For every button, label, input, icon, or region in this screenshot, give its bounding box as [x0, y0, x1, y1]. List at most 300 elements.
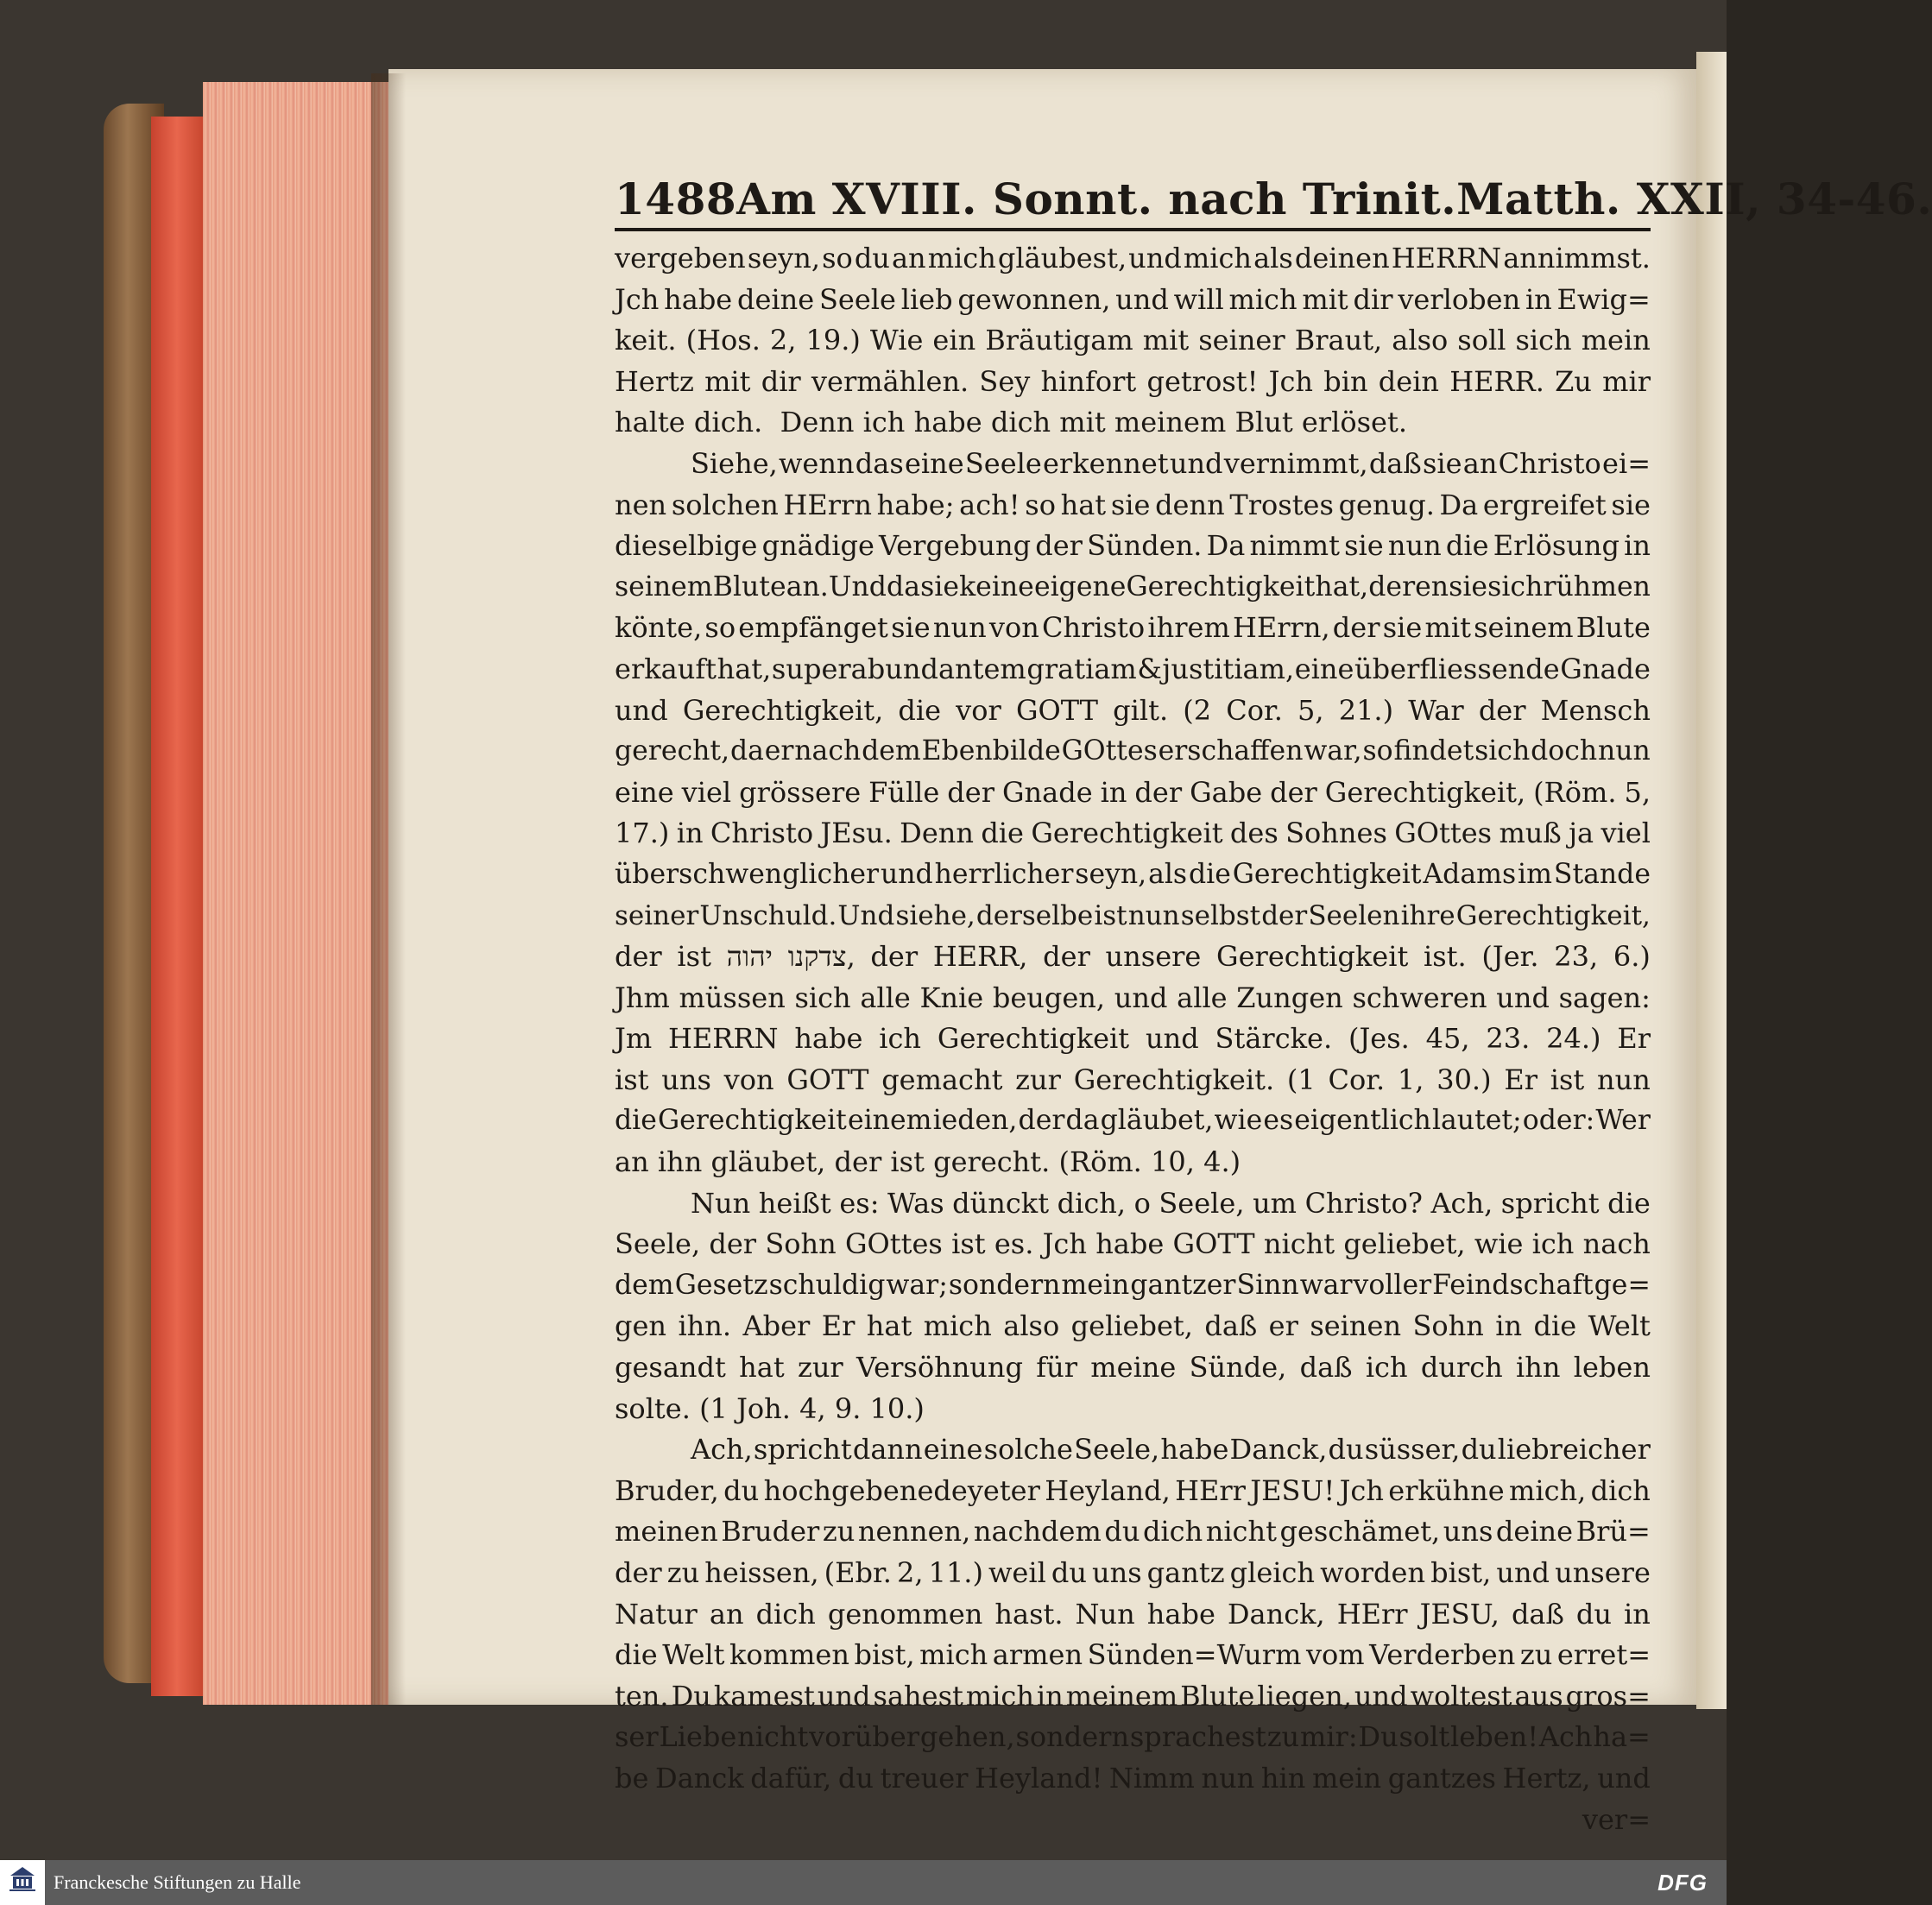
word: und: [1169, 446, 1223, 480]
footer-left: [0, 1860, 301, 1905]
word: deinen: [1294, 242, 1390, 274]
word: ist: [951, 1227, 986, 1261]
word: an: [891, 242, 926, 274]
word: habe: [1160, 1433, 1229, 1467]
word: solchen: [671, 488, 779, 521]
word: und: [880, 858, 933, 890]
word: wie: [1214, 1105, 1263, 1137]
text-line: [615, 773, 1651, 814]
word: solche: [983, 1433, 1073, 1467]
word: bist,: [854, 1638, 915, 1672]
word: unsere: [1555, 1556, 1651, 1589]
header-rule: [615, 228, 1651, 231]
word: War: [1408, 693, 1464, 727]
word: an: [1462, 446, 1498, 480]
word: hin: [1260, 1761, 1306, 1795]
word: Nimm: [1108, 1761, 1195, 1795]
word: seinem: [615, 571, 713, 602]
word: bist,: [1430, 1556, 1492, 1589]
word: nun: [1201, 1761, 1255, 1795]
word: ist: [677, 940, 711, 974]
word: (Jes.: [1348, 1022, 1410, 1056]
word: nun: [932, 611, 987, 645]
word: der: [870, 940, 919, 974]
word: du: [1104, 1515, 1140, 1549]
word: gemacht: [881, 1063, 1003, 1096]
word: und: [817, 1679, 871, 1713]
word: Ach,: [1430, 1186, 1493, 1220]
word: zur: [1015, 1063, 1061, 1096]
word: dir: [1353, 282, 1393, 316]
word: grössere: [739, 775, 862, 809]
word: gehen,: [919, 1720, 1015, 1754]
word: sie: [920, 571, 959, 602]
word: sagen:: [1558, 981, 1651, 1014]
word: Gesetz: [674, 1269, 768, 1301]
word: sich: [1515, 324, 1572, 357]
word: habe: [794, 1022, 863, 1056]
word: doch: [1531, 735, 1598, 767]
word: ha=: [1593, 1720, 1651, 1754]
word: dir: [761, 364, 801, 398]
word: nun: [1127, 899, 1180, 931]
word: der: [615, 940, 662, 974]
word: 19.): [805, 324, 861, 357]
word: deine: [1495, 1515, 1574, 1549]
word: Christo: [1498, 446, 1601, 480]
text-line: [615, 1019, 1651, 1060]
word: ten.: [615, 1679, 669, 1713]
word: Jch: [1042, 1227, 1087, 1261]
word: er: [764, 735, 794, 767]
word: es:: [839, 1186, 880, 1220]
word: Ebenbilde: [921, 735, 1061, 767]
word: sich: [794, 981, 851, 1014]
word: in: [1624, 529, 1651, 563]
word: an.: [786, 571, 829, 602]
word: dünckt: [952, 1186, 1050, 1220]
word: Gerechtigkeit: [937, 1022, 1130, 1056]
word: mein: [1311, 1761, 1382, 1795]
word: HErrn: [783, 488, 872, 521]
word: selbst: [1180, 899, 1261, 931]
word: Gerechtigkeit,: [1455, 899, 1651, 931]
word: ich: [1365, 1351, 1408, 1385]
word: Brü=: [1575, 1515, 1651, 1549]
word: weil: [988, 1556, 1046, 1589]
word: be: [615, 1761, 649, 1795]
page-edges: [203, 82, 388, 1705]
word: GOttes: [1061, 735, 1158, 767]
word: oder:: [1522, 1105, 1595, 1137]
word: war;: [886, 1269, 948, 1301]
word: 45,: [1425, 1022, 1470, 1056]
word: 2,: [897, 1556, 924, 1589]
word: mein: [1061, 1269, 1130, 1301]
word: da: [1065, 1105, 1100, 1137]
word: du: [1051, 1556, 1087, 1589]
word: Du: [671, 1679, 711, 1713]
text-line: [615, 485, 1651, 527]
body-text: [615, 238, 1651, 1840]
word: erkennet: [1043, 446, 1169, 480]
word: ist: [1550, 1063, 1585, 1096]
word: habe;: [876, 488, 955, 521]
word: wie: [1474, 1227, 1524, 1261]
word: eine: [904, 446, 964, 480]
word: der: [1035, 529, 1083, 563]
word: erret=: [1556, 1638, 1651, 1672]
word: mich: [1183, 242, 1253, 274]
word: vernimmt,: [1223, 446, 1368, 480]
word: kamest: [713, 1679, 815, 1713]
word: 1,: [1397, 1063, 1424, 1096]
word: nennen,: [857, 1515, 971, 1549]
word: habe: [1146, 1597, 1215, 1631]
text-line: [615, 1553, 1651, 1594]
word: findet: [1393, 735, 1474, 767]
word: GOttes: [844, 1227, 943, 1261]
word: Danck,: [1227, 1597, 1325, 1631]
running-header: [615, 164, 1932, 224]
word: in: [1100, 775, 1127, 809]
word: habe: [1095, 1227, 1165, 1261]
word: du: [837, 1761, 874, 1795]
text-line: [615, 649, 1651, 691]
text-line: [615, 1224, 1651, 1265]
word: justitiam,: [1162, 652, 1295, 685]
word: überfliessende: [1354, 652, 1560, 685]
word: seinem: [1474, 611, 1574, 645]
word: Gerechtigkeit: [1232, 858, 1422, 890]
word: Blute: [1575, 611, 1651, 645]
word: war,: [1304, 735, 1362, 767]
word: so: [822, 242, 853, 274]
word: sich: [1474, 735, 1531, 767]
word: Christo: [710, 817, 814, 850]
word: habe: [664, 282, 733, 316]
word: (Jer.: [1481, 940, 1539, 974]
word: so: [1025, 488, 1056, 521]
word: 11.): [928, 1556, 983, 1589]
word: spricht: [1500, 1186, 1600, 1220]
text-line: [615, 608, 1651, 649]
book-board-edge: [151, 117, 203, 1696]
word: du: [1328, 1433, 1364, 1467]
word: Wer: [1595, 1105, 1651, 1137]
word: superabundantem: [771, 652, 1026, 685]
text-line: [615, 1389, 1651, 1430]
institution-logo: [0, 1860, 45, 1905]
word: zu: [822, 1515, 856, 1549]
word: müssen: [679, 981, 786, 1014]
word: HERR.: [1449, 364, 1544, 398]
word: Da: [1206, 529, 1246, 563]
word: Und: [828, 571, 887, 602]
word: zu: [1519, 1638, 1553, 1672]
word: meinen: [615, 1515, 718, 1549]
word: HErr: [1336, 1597, 1408, 1631]
word: hat: [739, 1351, 785, 1385]
word: Zu: [1555, 364, 1592, 398]
word: daß: [1204, 1309, 1258, 1343]
line-text: halte dich. Denn ich habe dich mit meinem Blut erlöset.: [615, 406, 1407, 439]
word: Vergebung: [879, 529, 1032, 563]
word: war: [1299, 1269, 1353, 1301]
word: uns: [661, 1063, 711, 1096]
word: Versöhnung: [856, 1351, 1023, 1385]
word: gnädige: [761, 529, 874, 563]
word: ihre: [1400, 899, 1455, 931]
word: Unschuld.: [699, 899, 837, 931]
word: und: [1354, 1679, 1408, 1713]
word: Bruder: [721, 1515, 820, 1549]
word: Verderben: [1369, 1638, 1516, 1672]
word: alle: [860, 981, 911, 1014]
word: Sohn: [765, 1227, 837, 1261]
word: hat: [1060, 488, 1107, 521]
word: nun: [1597, 1063, 1651, 1096]
text-line: [615, 978, 1651, 1019]
scripture-reference: Matth. XXII, 34-46.: [1456, 173, 1932, 224]
text-line: [615, 855, 1651, 896]
word: Welt: [1588, 1309, 1651, 1343]
word: so: [1362, 735, 1393, 767]
word: sich: [1487, 571, 1544, 602]
word: dein: [1378, 364, 1440, 398]
word: du: [1575, 1597, 1612, 1631]
word: und: [1145, 1022, 1199, 1056]
word: gläubest,: [997, 242, 1127, 274]
word: Ach,: [691, 1433, 753, 1467]
text-line: [615, 937, 1651, 978]
word: hinfort: [1040, 364, 1137, 398]
word: Braut,: [1294, 324, 1383, 357]
word: empfänget: [738, 611, 888, 645]
word: Und: [837, 899, 895, 931]
word: vorüber: [809, 1720, 920, 1754]
text-line: [615, 1429, 1651, 1471]
word: mit: [1424, 611, 1471, 645]
word: rühmen: [1543, 571, 1651, 602]
word: ich: [1531, 1227, 1575, 1261]
word: ergreifet: [1482, 488, 1607, 521]
text-line: [615, 1183, 1651, 1225]
word: schweren: [1352, 981, 1487, 1014]
word: nach: [794, 735, 862, 767]
word: nun: [1387, 529, 1442, 563]
word: gros=: [1565, 1679, 1651, 1713]
word: mein: [1581, 324, 1651, 357]
word: Nun: [691, 1186, 751, 1220]
word: Stärcke.: [1215, 1022, 1333, 1056]
word: Zungen: [1236, 981, 1343, 1014]
text-line: [615, 1511, 1651, 1553]
word: Was: [887, 1186, 944, 1220]
word: an: [709, 1597, 744, 1631]
word: geliebet,: [1070, 1309, 1193, 1343]
word: Cor.: [1226, 693, 1283, 727]
word: dieselbige: [615, 529, 758, 563]
word: wenn: [779, 446, 855, 480]
word: 24.): [1546, 1022, 1601, 1056]
word: der: [1018, 1105, 1065, 1137]
word: deine: [737, 282, 815, 316]
word: mit: [1302, 282, 1348, 316]
word: nicht: [737, 1720, 809, 1754]
gutter-shadow: [371, 73, 406, 1705]
word: soll: [1457, 324, 1506, 357]
word: eine: [923, 1433, 983, 1467]
word: Sey: [979, 364, 1031, 398]
word: Ach: [1538, 1720, 1593, 1754]
word: seyn,: [747, 242, 821, 274]
word: geschämet,: [1279, 1515, 1441, 1549]
word: Denn: [900, 817, 974, 850]
word: ist: [1094, 899, 1127, 931]
word: könte,: [615, 611, 703, 645]
word: daß: [1511, 1597, 1564, 1631]
word: meinem: [1065, 1679, 1178, 1713]
word: Mensch: [1540, 693, 1651, 727]
text-line: [615, 1471, 1651, 1512]
word: Sohn: [1412, 1309, 1484, 1343]
text-line: [615, 567, 1651, 609]
word: Jm: [615, 1022, 653, 1056]
word: es.: [994, 1227, 1034, 1261]
word: JESU!: [1250, 1473, 1335, 1507]
word: Gerechtigkeit: [1126, 571, 1316, 602]
word: worden: [1320, 1556, 1426, 1589]
word: er: [1268, 1309, 1298, 1343]
text-line: [615, 1265, 1651, 1307]
word: eine: [1294, 652, 1354, 685]
word: schuldig: [768, 1269, 886, 1301]
text-line: [615, 1060, 1651, 1101]
word: Cor.: [1328, 1063, 1386, 1096]
word: viel: [681, 775, 732, 809]
word: armen: [992, 1638, 1083, 1672]
word: muß: [1499, 817, 1562, 850]
word: der: [615, 1556, 662, 1589]
word: ihn: [1516, 1351, 1561, 1385]
word: Seele: [964, 446, 1042, 480]
word: nimmt: [1249, 529, 1340, 563]
word: ist.: [1424, 940, 1467, 974]
word: als: [1253, 242, 1293, 274]
word: nicht: [1205, 1515, 1277, 1549]
word: im: [1518, 858, 1552, 890]
word: um: [1253, 1186, 1297, 1220]
word: dich: [1142, 1515, 1203, 1549]
word: ei=: [1602, 446, 1651, 480]
word: meine: [1090, 1351, 1177, 1385]
word: HERRN: [668, 1022, 779, 1056]
word: denn: [1155, 488, 1225, 521]
building-icon: [5, 1864, 40, 1902]
text-line: [615, 1717, 1651, 1758]
word: ihn.: [678, 1309, 732, 1343]
word: die: [1188, 858, 1231, 890]
word: Gnade: [1560, 652, 1651, 685]
word: 2,: [769, 324, 797, 357]
word: 17.): [615, 817, 670, 850]
word: ach!: [959, 488, 1020, 521]
word: &: [1137, 652, 1162, 685]
word: sie: [1344, 529, 1384, 563]
word: ge=: [1594, 1269, 1651, 1301]
word: ja: [1569, 817, 1594, 850]
word: also: [1003, 1309, 1060, 1343]
word: sie: [1422, 446, 1462, 480]
word: nach: [1582, 1227, 1651, 1261]
text-line: [615, 1306, 1651, 1347]
word: annimmst.: [1503, 242, 1651, 274]
word: und: [1128, 242, 1182, 274]
word: vermählen.: [811, 364, 969, 398]
word: mich: [965, 1679, 1034, 1713]
text-line: [615, 1142, 1651, 1183]
word: der: [947, 775, 995, 809]
text-line: [615, 896, 1651, 937]
word: vergeben: [615, 242, 746, 274]
word: der: [1270, 775, 1317, 809]
word: zur: [797, 1351, 843, 1385]
word: Seele,: [1074, 1433, 1160, 1467]
word: die: [1445, 529, 1489, 563]
word: mit: [1142, 324, 1190, 357]
word: sprachest: [1129, 1720, 1266, 1754]
word: Danck,: [1229, 1433, 1328, 1467]
word: die: [898, 693, 942, 727]
word: Hertz,: [1502, 1761, 1591, 1795]
word: sondern: [948, 1269, 1061, 1301]
word: HErrn,: [1232, 611, 1330, 645]
word: HERRN: [1391, 242, 1502, 274]
word: 5,: [1297, 693, 1324, 727]
word: Wie: [869, 324, 924, 357]
text-line: [615, 1101, 1651, 1142]
word: in: [1624, 1597, 1651, 1631]
word: 6.): [1613, 940, 1651, 974]
word: uns: [1091, 1556, 1142, 1589]
word: in: [1036, 1679, 1064, 1713]
word: Er: [821, 1309, 856, 1343]
word: dem: [862, 735, 921, 767]
word: Gerechtigkeit,: [682, 693, 884, 727]
word: des: [1229, 817, 1279, 850]
word: eine: [615, 775, 674, 809]
word: gratiam: [1026, 652, 1137, 685]
word: keine: [959, 571, 1034, 602]
word: Gerechtigkeit: [1031, 817, 1223, 850]
word: sie: [1449, 571, 1488, 602]
word: verloben: [1398, 282, 1521, 316]
word: voller: [1353, 1269, 1432, 1301]
word: (Hos.: [685, 324, 761, 357]
word: JEsu.: [820, 817, 893, 850]
word: der: [1478, 693, 1526, 727]
word: überschwenglicher: [615, 858, 880, 890]
word: JESU,: [1419, 1597, 1500, 1631]
word: und: [1496, 981, 1550, 1014]
word: aus: [1514, 1679, 1563, 1713]
word: in: [1495, 1309, 1523, 1343]
line-text: solte. (1 Joh. 4, 9. 10.): [615, 1391, 925, 1425]
word: seiner: [615, 899, 699, 931]
word: Sohnes: [1285, 817, 1387, 850]
word: Gabe: [1190, 775, 1263, 809]
